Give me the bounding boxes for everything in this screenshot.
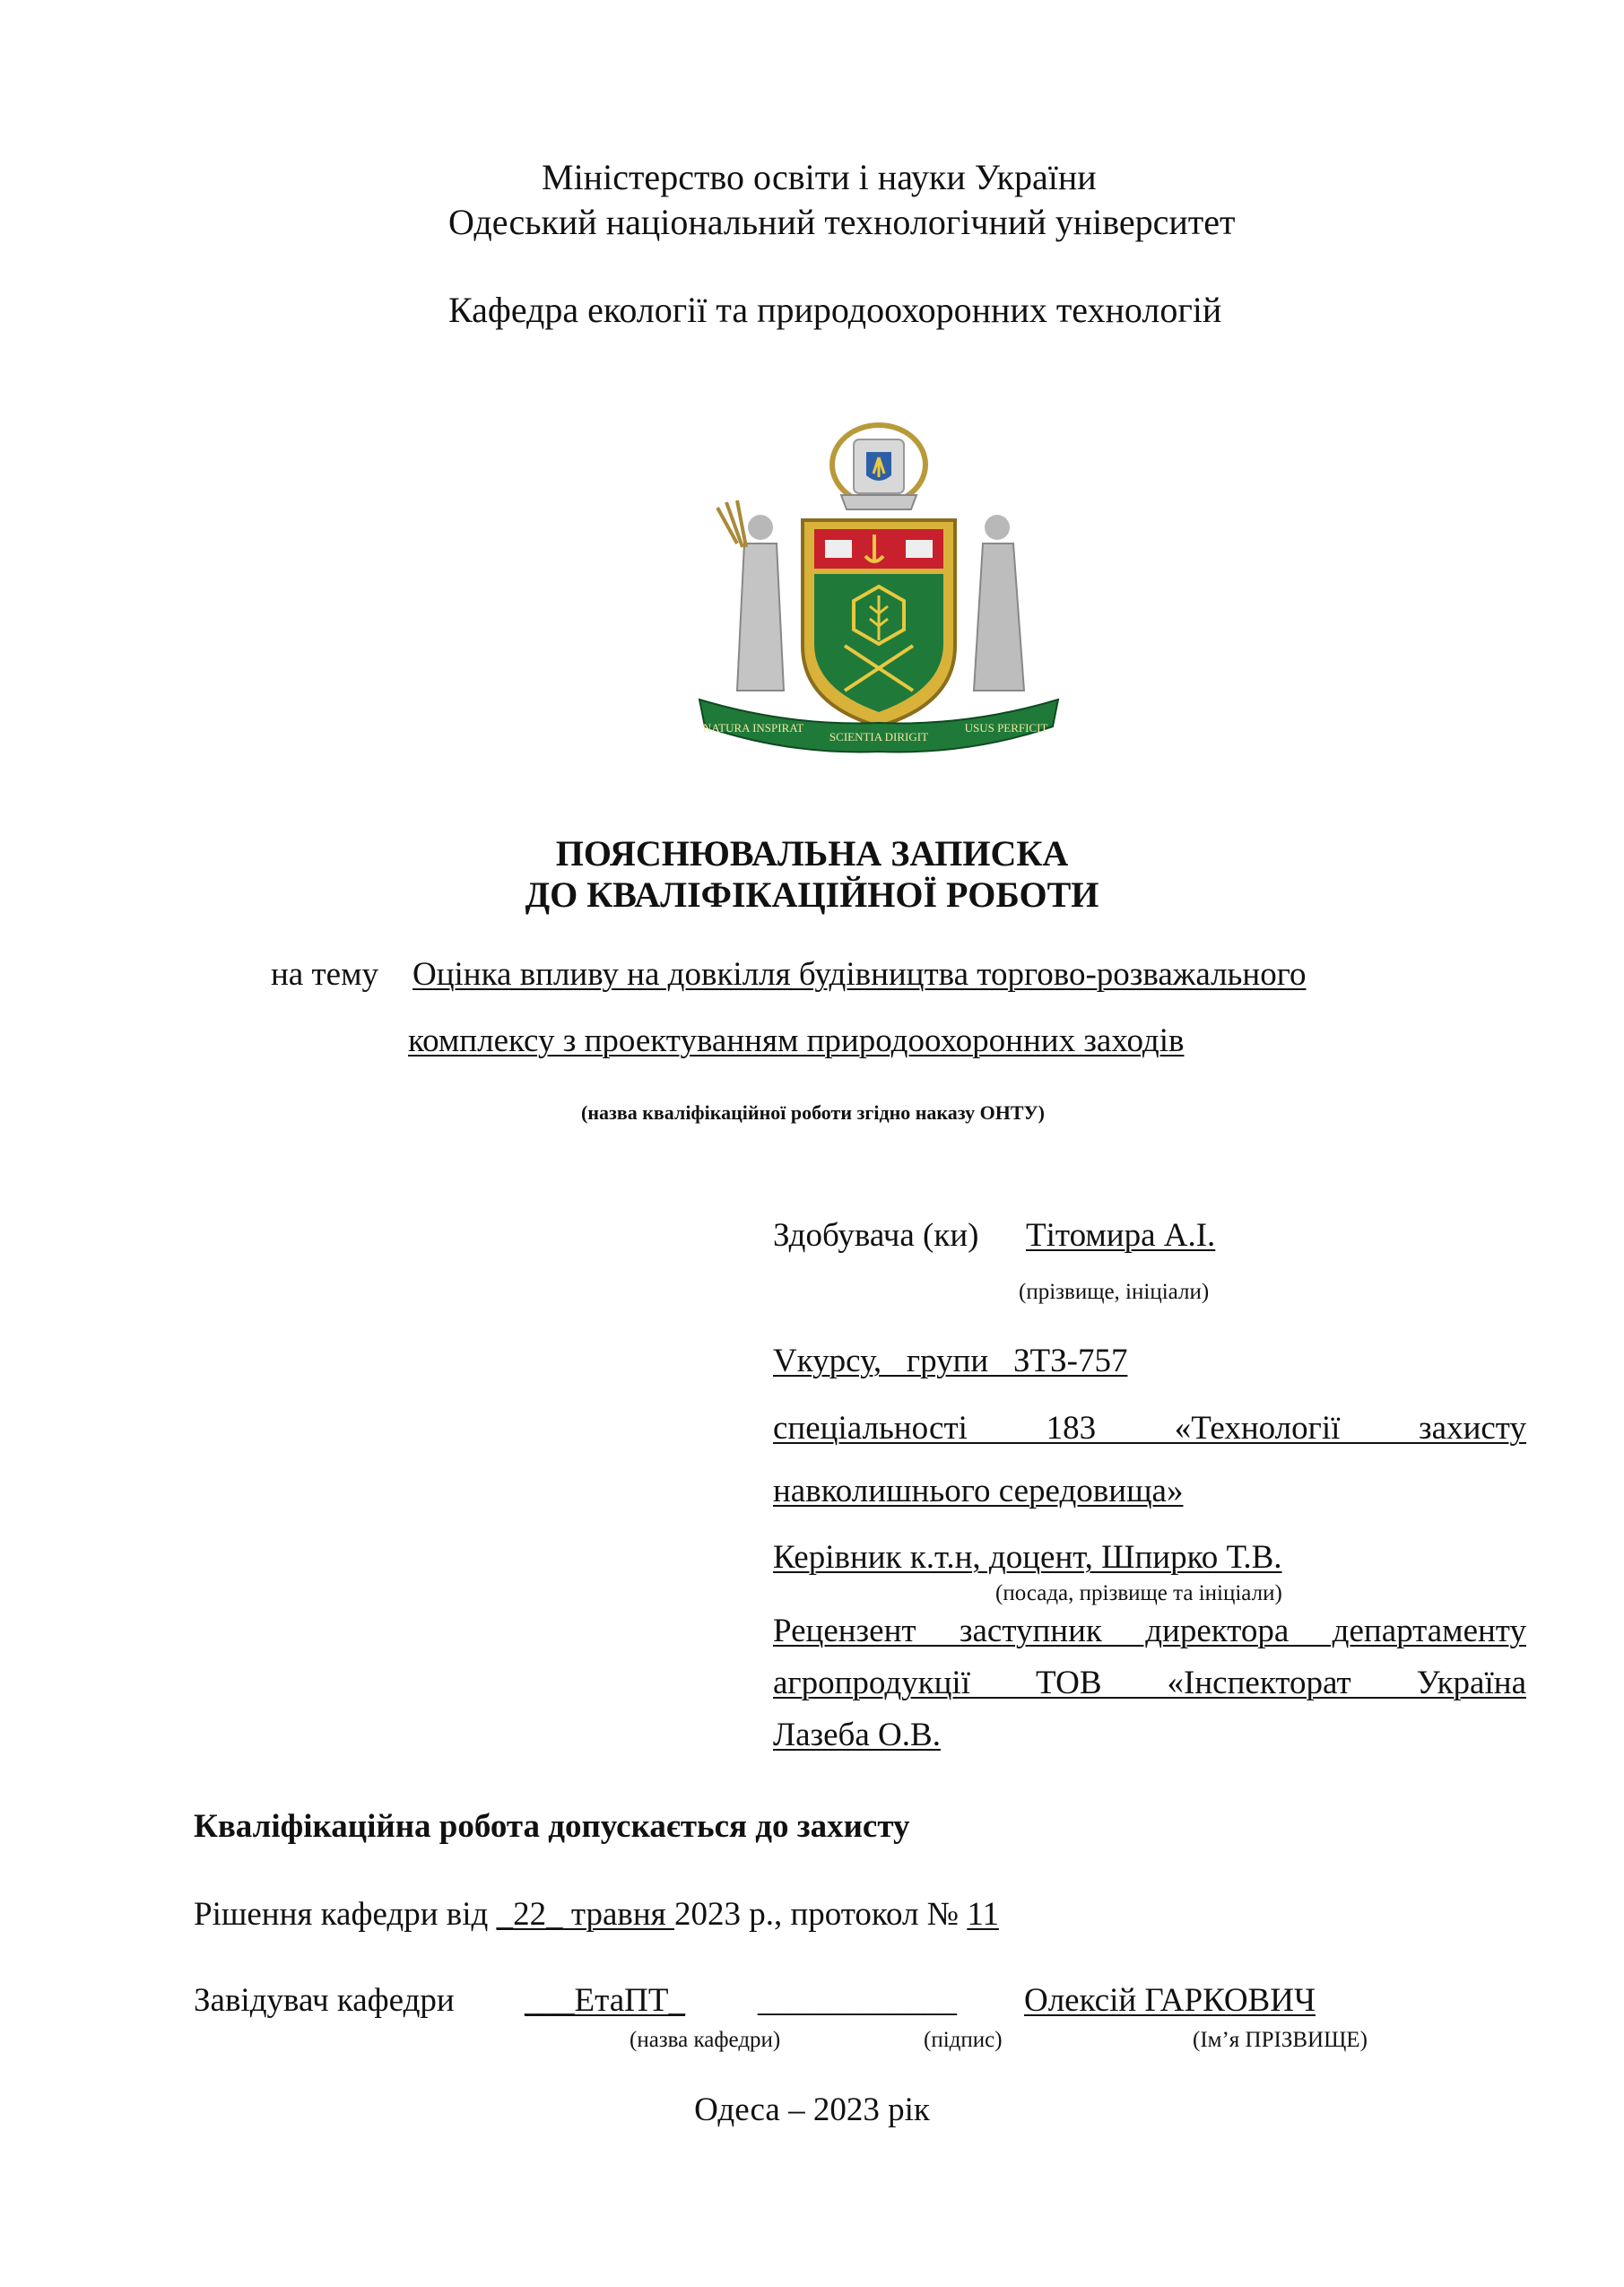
course-group: Vкурсу, групи ЗТЗ-757 [773, 1343, 1128, 1379]
topic-prefix: на тему [271, 956, 378, 993]
ministry-line: Міністерство освіти і науки України [542, 157, 1097, 197]
motto-left: NATURA INSPIRAT [702, 721, 804, 735]
left-statue-icon [717, 500, 784, 691]
head-signature-line: ____________ [758, 1982, 957, 2019]
document-title-line-1: ПОЯСНЮВАЛЬНА ЗАПИСКА [555, 833, 1069, 874]
motto-right: USUS PERFICIT [964, 721, 1048, 735]
head-name-hint: (Ім’я ПРІЗВИЩЕ) [1193, 2028, 1368, 2052]
admission-heading: Кваліфікаційна робота допускається до захисту [194, 1808, 910, 1845]
city-year: Одеса – 2023 рік [694, 2091, 930, 2128]
laurel-crown-icon [832, 425, 925, 509]
document-title-line-2: ДО КВАЛІФІКАЦІЙНОЇ РОБОТИ [525, 874, 1099, 915]
decision-year: 2023 р., протокол № [673, 1896, 968, 1933]
department-line: Кафедра екології та природоохоронних технологій [448, 290, 1222, 330]
specialty-line-1: спеціальності 183 «Технології захисту [773, 1410, 1526, 1447]
reviewer-line-1: Рецензент заступник директора департаменту [773, 1613, 1526, 1649]
motto-center: SCIENTIA DIRIGIT [829, 730, 929, 743]
decision-month: травня [562, 1896, 674, 1933]
decision-line [194, 1894, 999, 1935]
topic-line-1: Оцінка впливу на довкілля будівництва торгово-розважального [413, 956, 1307, 993]
shield-icon [803, 520, 955, 726]
head-name: Олексій ГАРКОВИЧ [1024, 1982, 1316, 2019]
protocol-number: 11 [967, 1896, 999, 1933]
supervisor-hint: (посада, прізвище та ініціали) [995, 1581, 1282, 1605]
reviewer-line-2: агропродукції ТОВ «Інспекторат Україна [773, 1665, 1526, 1701]
student-name: Тітомира А.І. [1026, 1217, 1216, 1254]
student-name-hint: (прізвище, ініціали) [1019, 1280, 1210, 1304]
head-signature-hint: (підпис) [924, 2028, 1003, 2052]
head-dept: ___ЕтаПТ_ [525, 1982, 685, 2019]
right-statue-icon [974, 515, 1024, 691]
student-label: Здобувача (ки) [773, 1217, 979, 1254]
university-emblem [690, 422, 1067, 753]
university-line: Одеський національний технологічний університет [448, 202, 1236, 242]
decision-prefix: Рішення кафедри від [194, 1896, 497, 1933]
topic-note: (назва кваліфікаційної роботи згідно наказу ОНТУ) [581, 1101, 1046, 1124]
supervisor: Керівник к.т.н, доцент, Шпирко Т.В. [773, 1539, 1282, 1576]
head-label: Завідувач кафедри [194, 1982, 455, 2019]
topic-line-2: комплексу з проектуванням природоохоронних заходів [408, 1022, 1185, 1059]
head-dept-hint: (назва кафедри) [630, 2028, 781, 2052]
decision-day: _22_ [496, 1896, 563, 1933]
specialty-line-2: навколишнього середовища» [773, 1473, 1184, 1509]
reviewer-line-3: Лазеба О.В. [773, 1717, 941, 1753]
